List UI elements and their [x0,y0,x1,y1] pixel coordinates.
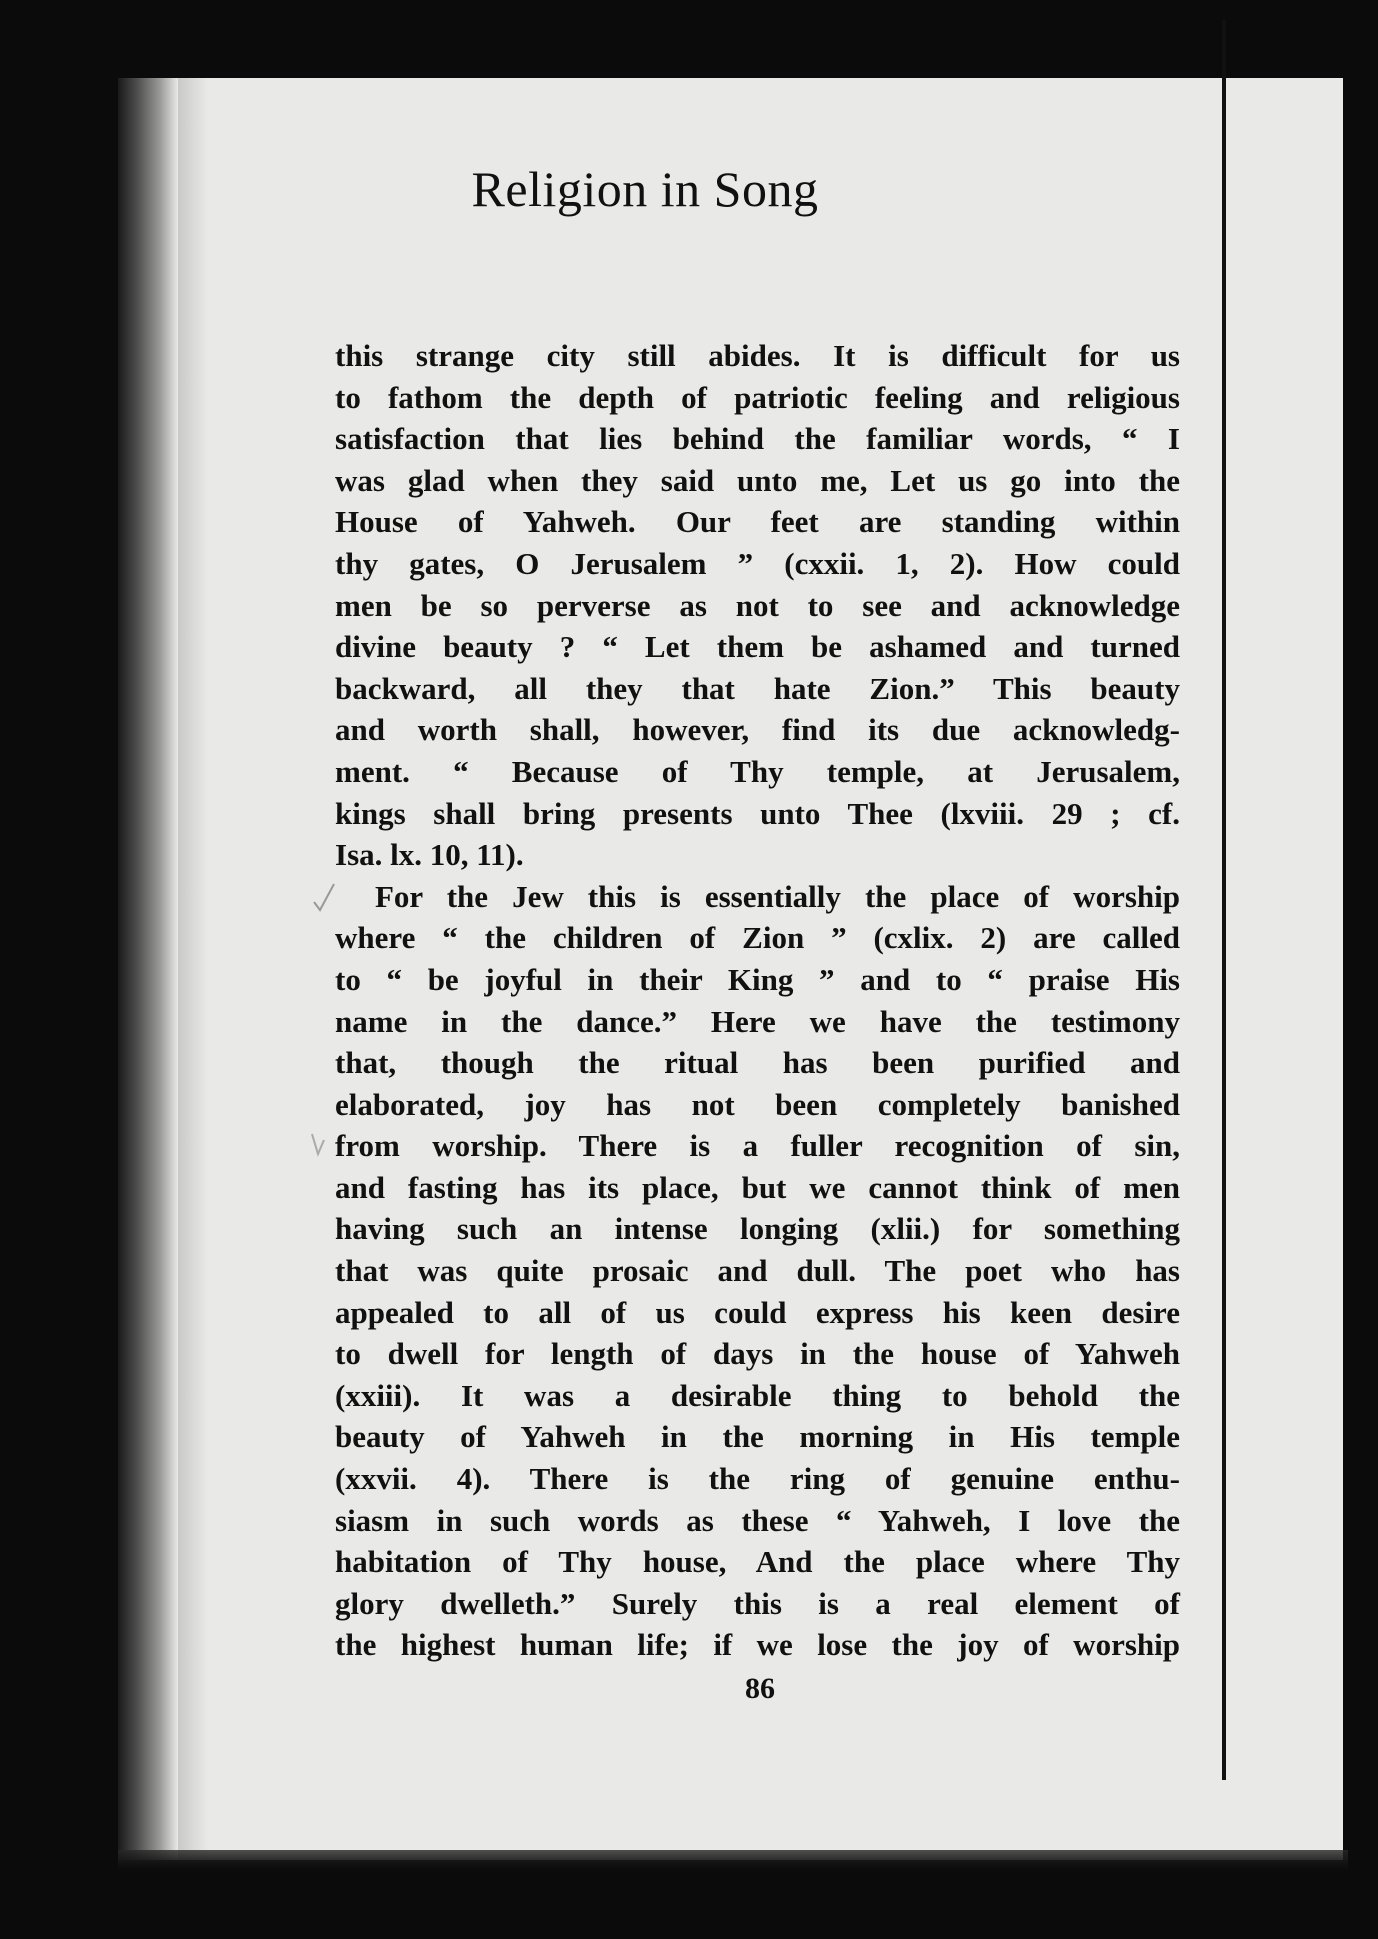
running-head: Religion in Song [471,161,819,217]
text-line: satisfaction that lies behind the familiar words, “ I [335,421,1180,457]
text-line: to dwell for length of days in the house of Yahweh [335,1336,1180,1372]
text-line: appealed to all of us could express his keen desire [335,1294,1180,1330]
text-line: to fathom the depth of patriotic feeling and religious [335,379,1180,415]
text-line: from worship. There is a fuller recognition of sin, [335,1128,1180,1164]
text-line: beauty of Yahweh in the morning in His temple [335,1419,1180,1455]
text-line: and worth shall, however, find its due acknowledg- [335,712,1180,748]
text-line: glory dwelleth.” Surely this is a real element of [335,1585,1180,1621]
text-line: thy gates, O Jerusalem ” (cxxii. 1, 2). How could [335,545,1180,581]
text-line: Isa. lx. 10, 11). [335,837,524,873]
text-line: to “ be joyful in their King ” and to “ praise His [335,961,1180,997]
text-line: men be so perverse as not to see and acknowledge [335,587,1180,623]
text-line: backward, all they that hate Zion.” This beauty [335,670,1180,706]
pencil-check-mark-icon [312,880,338,914]
text-line: having such an intense longing (xlii.) for something [335,1211,1180,1247]
text-line: (xxiii). It was a desirable thing to behold the [335,1377,1180,1413]
text-line: House of Yahweh. Our feet are standing within [335,504,1180,540]
paragraph-first-line: For the Jew this is essentially the place of worship [375,878,1180,914]
binding-gutter-fade [178,78,208,1860]
text-line: and fasting has its place, but we cannot think of men [335,1169,1180,1205]
pencil-margin-mark-icon [308,1130,328,1160]
page-edge-line [1222,20,1226,1780]
text-line: was glad when they said unto me, Let us go into the [335,462,1180,498]
binding-gutter-shadow [118,78,178,1860]
text-line: siasm in such words as these “ Yahweh, I love the [335,1502,1180,1538]
text-line: this strange city still abides. It is difficult for us [335,338,1180,373]
body-text [335,335,1180,1666]
text-line: that, though the ritual has been purified and [335,1045,1180,1081]
page-bottom-shadow [118,1850,1348,1870]
text-line: ment. “ Because of Thy temple, at Jerusalem, [335,753,1180,789]
text-line: (xxvii. 4). There is the ring of genuine enthu- [335,1461,1180,1497]
text-line: habitation of Thy house, And the place where Thy [335,1544,1180,1580]
text-line: name in the dance.” Here we have the testimony [335,1003,1180,1039]
text-line: kings shall bring presents unto Thee (lxviii. 29 ; cf. [335,795,1180,831]
text-line: where “ the children of Zion ” (cxlix. 2) are called [335,920,1180,956]
text-line: the highest human life; if we lose the joy of worship [335,1627,1180,1663]
text-line: elaborated, joy has not been completely banished [335,1086,1180,1122]
text-line: divine beauty ? “ Let them be ashamed and turned [335,629,1180,665]
text-line: that was quite prosaic and dull. The poet who has [335,1253,1180,1289]
page-number: 86 [745,1672,775,1705]
